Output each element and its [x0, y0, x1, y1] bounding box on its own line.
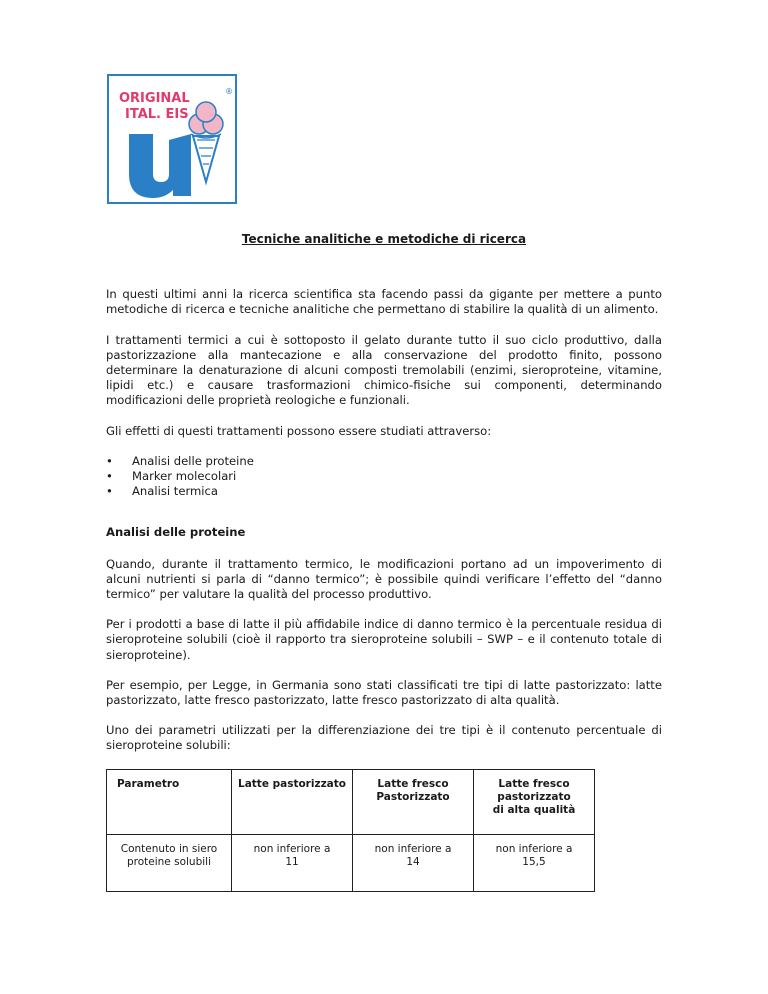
- intro-paragraph: In questi ultimi anni la ricerca scientifica sta facendo passi da gigante per mettere a punto metodiche di ricerca e tecniche analitiche che permettano di stabilire la qualità di un alimento.: [106, 287, 662, 317]
- parameters-intro-paragraph: Uno dei parametri utilizzati per la differenziazione dei tre tipi è il contenuto percentuale di sieroproteine solubili:: [106, 723, 662, 753]
- thermal-damage-paragraph: Quando, durante il trattamento termico, le modificazioni portano ad un impoverimento di alcuni nutrienti si parla di “danno termico”; è possibile quindi verificare l’effetto del “danno termico” per valutare la qualità del processo produttivo.: [106, 556, 662, 602]
- list-item: • Analisi delle proteine: [106, 454, 662, 469]
- logo-registered-mark: ®: [225, 87, 233, 96]
- table-header-cell: Parametro: [107, 769, 232, 834]
- list-item: • Marker molecolari: [106, 469, 662, 484]
- list-item: • Analisi termica: [106, 484, 662, 499]
- table-row: [107, 834, 595, 891]
- document-body: [106, 232, 662, 892]
- whey-protein-paragraph: Per i prodotti a base di latte il più affidabile indice di danno termico è la percentuale residua di sieroproteine solubili (cioè il rapporto tra sieroproteine solubili – SWP – e il contenuto totale di sieroproteine).: [106, 617, 662, 662]
- table-header-cell: Latte fresco Pastorizzato: [353, 769, 474, 834]
- table-cell: non inferiore a 14: [353, 834, 474, 891]
- parameters-table: [106, 769, 595, 892]
- company-logo: [107, 74, 237, 204]
- logo-line1: ORIGINAL: [119, 91, 190, 106]
- germany-law-paragraph: Per esempio, per Legge, in Germania sono stati classificati tre tipi di latte pastorizzato: latte pastorizzato, latte fresco pastorizzato, latte fresco pastorizzato di alta qualità.: [106, 677, 662, 708]
- section-heading: Analisi delle proteine: [106, 525, 246, 540]
- table-header-cell: Latte fresco pastorizzato di alta qualità: [474, 769, 595, 834]
- table-header-cell: Latte pastorizzato: [232, 769, 353, 834]
- table-cell: non inferiore a 11: [232, 834, 353, 891]
- ice-cream-u-logo-icon: [107, 74, 237, 204]
- table-cell: Contenuto in siero proteine solubili: [107, 834, 232, 891]
- effects-intro-paragraph: Gli effetti di questi trattamenti possono essere studiati attraverso:: [106, 423, 492, 438]
- table-header-row: [107, 769, 595, 834]
- logo-line2: ITAL. EIS: [125, 107, 189, 122]
- thermal-treatment-paragraph: I trattamenti termici a cui è sottoposto il gelato durante tutto il suo ciclo produttivo, dalla pastorizzazione alla mantecazione e alla conservazione del prodotto finito, possono determinare la denaturazione di alcuni composti tremolabili (enzimi, sieroproteine, vitamine, lipidi etc.) e causare trasformazioni chimico-fisiche sui componenti, determinando modificazioni delle proprietà reologiche e funzionali.: [106, 332, 662, 408]
- analysis-method-list: [106, 454, 662, 500]
- table-cell: non inferiore a 15,5: [474, 834, 595, 891]
- document-title: Tecniche analitiche e metodiche di ricerca: [241, 232, 527, 246]
